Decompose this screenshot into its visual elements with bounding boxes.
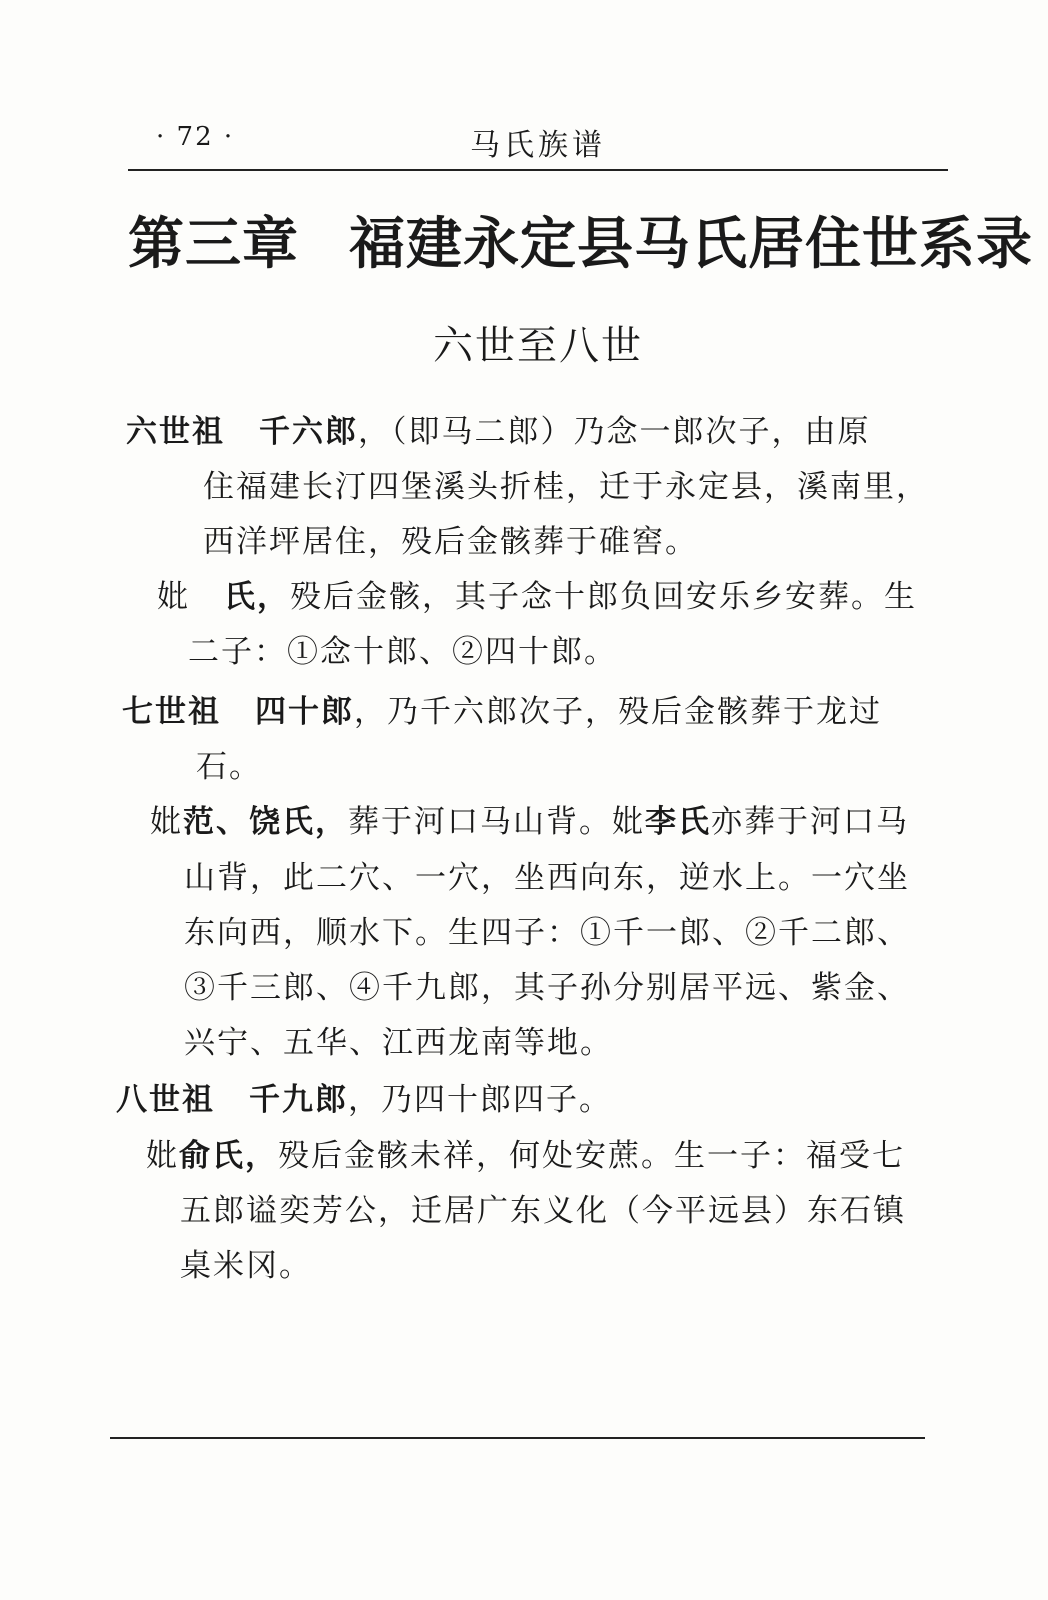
ancestor-name: 千九郎: [249, 1082, 348, 1118]
chapter-number: 第三章: [128, 211, 299, 277]
spouse-line: ③千三郎、④千九郎，其子孙分别居平远、紫金、: [184, 970, 910, 1006]
spouse-name: 氏，: [224, 579, 290, 615]
header-rule: [128, 169, 948, 171]
spouse-line: 二子：①念十郎、②四十郎。: [188, 634, 617, 670]
ancestor-name: 四十郎: [255, 694, 354, 730]
spouse-prefix: 妣: [150, 804, 183, 840]
entry-text: ，（即马二郎）乃念一郎次子，由原: [358, 414, 871, 450]
spouse-text: 殁后金骸未祥，何处安蔗。生一子：福受七: [278, 1138, 905, 1174]
spouse-line: [150, 795, 909, 850]
ancestor-name: 千六郎: [259, 414, 358, 450]
footer-rule: [110, 1437, 925, 1439]
spouse-line: 山背，此二穴、一穴，坐西向东，逆水上。一穴坐: [184, 860, 910, 896]
spouse-text: 殁后金骸，其子念十郎负回安乐乡安葬。生: [290, 579, 917, 615]
chapter-title: [128, 200, 1033, 280]
chapter-name: 福建永定县马氏居住世系录: [349, 211, 1033, 277]
spouse-line: 东向西，顺水下。生四子：①千一郎、②千二郎、: [184, 915, 910, 951]
generation-label: 六世祖: [126, 414, 225, 450]
entry-line: [116, 1073, 612, 1128]
generation-label: 七世祖: [122, 694, 221, 730]
running-title: 马氏族谱: [470, 128, 606, 163]
spouse-text: 葬于河口马山背。妣: [348, 804, 645, 840]
page-number: · 72 ·: [156, 122, 235, 152]
entry-line: [126, 405, 871, 460]
spouse-name-2: 李氏: [645, 804, 711, 840]
entry-line: 石。: [196, 749, 262, 785]
spouse-prefix: 妣: [157, 579, 190, 615]
section-title: 六世至八世: [433, 323, 643, 369]
spouse-text: 亦葬于河口马: [711, 804, 909, 840]
entry-line: [122, 685, 882, 740]
page-header: [128, 118, 948, 166]
spouse-name: 俞氏，: [179, 1138, 278, 1174]
spouse-prefix: 妣: [146, 1138, 179, 1174]
entry-text: ，乃千六郎次子，殁后金骸葬于龙过: [354, 694, 882, 730]
spouse-line: 五郎谥奕芳公，迁居广东义化（今平远县）东石镇: [180, 1193, 906, 1229]
entry-line: 西洋坪居住，殁后金骸葬于碓窖。: [203, 524, 698, 560]
spouse-line: [157, 570, 917, 625]
generation-label: 八世祖: [116, 1082, 215, 1118]
entry-text: ，乃四十郎四子。: [348, 1082, 612, 1118]
spouse-name: 范、饶氏，: [183, 804, 348, 840]
spouse-line: 兴宁、五华、江西龙南等地。: [184, 1025, 613, 1061]
spouse-line: [146, 1129, 905, 1184]
spouse-line: 桌米冈。: [180, 1248, 312, 1284]
entry-line: 住福建长汀四堡溪头折桂，迁于永定县，溪南里，: [203, 469, 929, 505]
